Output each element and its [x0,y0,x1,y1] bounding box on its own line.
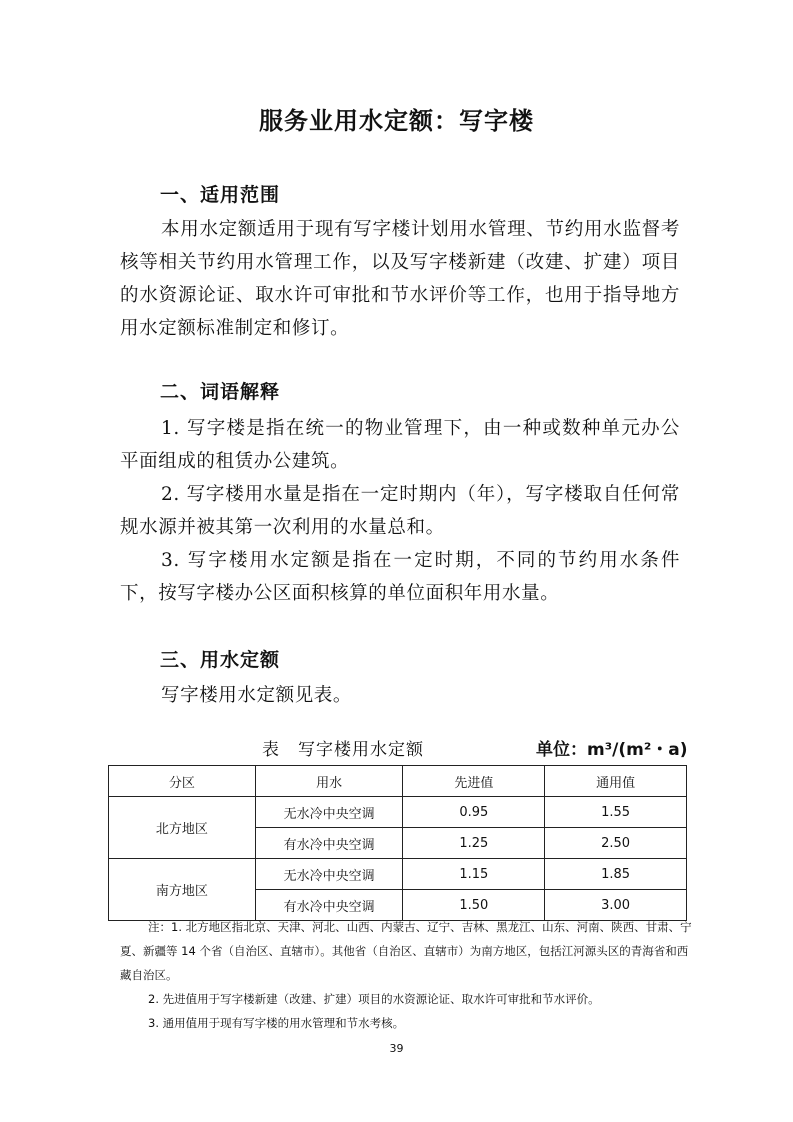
note-1: 注：1. 北方地区指北京、天津、河北、山西、内蒙古、辽宁、吉林、黑龙江、山东、河南、陕西、甘肃、宁夏、新疆等 14 个省（自治区、直辖市）。其他省（自治区、直辖市）为南方地区，包括江河源头区的青海省和西藏自治区。 [120,920,692,982]
table-caption [262,735,424,760]
section-heading-scope: 一、适用范围 [160,184,281,206]
region-cell: 北方地区 [109,797,256,859]
table-header-row [109,766,687,797]
general-value-cell: 1.85 [545,859,687,890]
section-heading-quota: 三、用水定额 [160,649,281,671]
region-cell: 南方地区 [109,859,256,921]
table-row [109,859,687,890]
quota-paragraph: 写字楼用水定额见表。 [161,685,353,706]
note-3: 3. 通用值用于现有写字楼的用水管理和节水考核。 [148,1016,405,1030]
table-header-cell: 通用值 [545,766,687,797]
table-header-cell: 分区 [109,766,256,797]
table-row [109,797,687,828]
table-caption-title: 写字楼用水定额 [298,740,424,760]
page-number: 39 [389,1042,404,1055]
table-caption-label: 表 [262,740,280,760]
note-2: 2. 先进值用于写字楼新建（改建、扩建）项目的水资源论证、取水许可审批和节水评价。 [148,992,600,1006]
definition-paragraph-3: 3. 写字楼用水定额是指在一定时期，不同的节约用水条件下，按写字楼办公区面积核算的单位面积年用水量。 [120,550,680,604]
section-heading-definitions: 二、词语解释 [160,381,281,403]
use-cell: 无水冷中央空调 [255,797,403,828]
scope-paragraph: 本用水定额适用于现有写字楼计划用水管理、节约用水监督考核等相关节约用水管理工作，以及写字楼新建（改建、扩建）项目的水资源论证、取水许可审批和节水评价等工作，也用于指导地方用水定额标准制定和修订。 [120,219,680,339]
use-cell: 无水冷中央空调 [255,859,403,890]
use-cell: 有水冷中央空调 [255,828,403,859]
page-title: 服务业用水定额：写字楼 [259,107,534,135]
table-header-cell: 用水 [255,766,403,797]
table-unit: 单位：m³/(m²・a) [536,740,688,760]
use-cell: 有水冷中央空调 [255,890,403,921]
quota-table [108,765,687,921]
definition-paragraph-1: 1. 写字楼是指在统一的物业管理下，由一种或数种单元办公平面组成的租赁办公建筑。 [120,418,680,472]
advanced-value-cell: 1.50 [403,890,545,921]
general-value-cell: 3.00 [545,890,687,921]
advanced-value-cell: 1.15 [403,859,545,890]
general-value-cell: 1.55 [545,797,687,828]
table-notes [120,915,696,1035]
advanced-value-cell: 0.95 [403,797,545,828]
definition-paragraph-2: 2. 写字楼用水量是指在一定时期内（年），写字楼取自任何常规水源并被其第一次利用的水量总和。 [120,484,680,538]
table-header-cell: 先进值 [403,766,545,797]
general-value-cell: 2.50 [545,828,687,859]
advanced-value-cell: 1.25 [403,828,545,859]
